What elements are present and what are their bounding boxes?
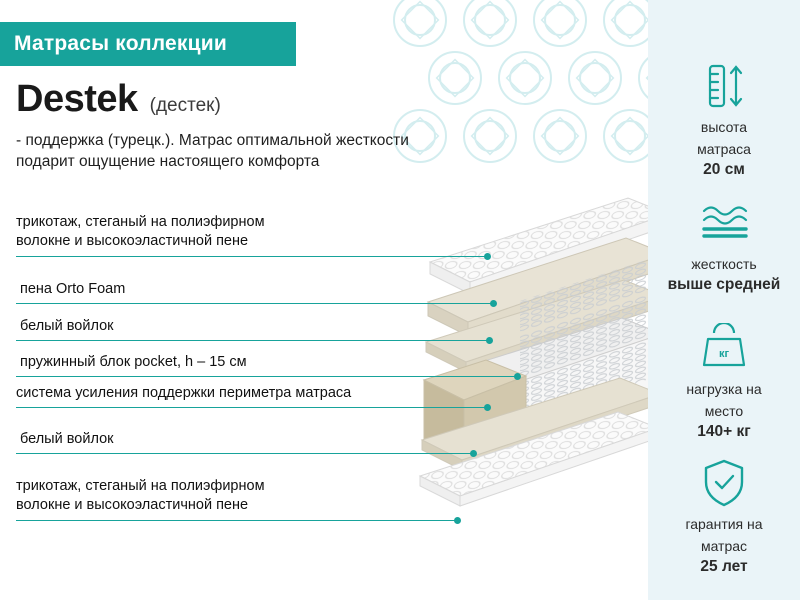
feature-load: [648, 320, 800, 441]
leader-dot-perimeter-support: [484, 404, 491, 411]
weight-kg-icon: [648, 320, 800, 376]
feature-warranty-value: 25 лет: [700, 558, 748, 575]
callout-layer-felt-upper: [20, 317, 113, 336]
leader-dot-top-knit: [484, 253, 491, 260]
leader-line-orto-foam: [16, 303, 492, 304]
feature-load-label-2: место: [704, 403, 744, 419]
callout-layer-perimeter-support-line1: система усиления поддержки периметра матраса: [16, 385, 352, 401]
leader-line-felt-lower: [16, 453, 472, 454]
product-title-translit: (дестек): [149, 95, 221, 116]
svg-text:кг: кг: [718, 348, 730, 360]
feature-height-value: 20 см: [703, 161, 745, 178]
feature-firmness: [648, 195, 800, 294]
product-description-line-1: - поддержка (турецк.). Матрас оптимальной жесткости: [16, 132, 409, 149]
callout-layer-spring-block: [20, 353, 247, 372]
callout-layer-top-knit-line2: волокне и высокоэластичной пене: [16, 233, 249, 249]
leader-dot-felt-upper: [486, 337, 493, 344]
feature-warranty: [648, 455, 800, 576]
product-description: [16, 130, 556, 172]
callout-layer-top-knit: [16, 213, 396, 251]
callout-layer-top-knit-line1: трикотаж, стеганый на полиэфирном: [16, 214, 265, 230]
shield-check-icon: [648, 455, 800, 511]
product-description-line-2: подарит ощущение настоящего комфорта: [16, 153, 320, 170]
leader-dot-felt-lower: [470, 450, 477, 457]
callout-layer-spring-block-line1: пружинный блок pocket, h – 15 см: [20, 354, 247, 370]
features-sidebar: [648, 0, 800, 600]
feature-warranty-label-2: матрас: [700, 538, 748, 554]
callout-layer-bottom-knit-line2: волокне и высокоэластичной пене: [16, 497, 249, 513]
leader-dot-orto-foam: [490, 300, 497, 307]
leader-line-perimeter-support: [16, 407, 486, 408]
callout-layer-felt-lower: [20, 430, 113, 449]
mattress-illustration: [400, 190, 670, 510]
firmness-waves-icon: [648, 195, 800, 251]
callout-layer-felt-upper-line1: белый войлок: [20, 318, 114, 334]
callout-layer-bottom-knit: [16, 477, 396, 515]
leader-line-bottom-knit: [16, 520, 456, 521]
feature-load-value: 140+ кг: [697, 423, 751, 440]
page-title: Destek: [16, 78, 138, 120]
collection-badge-label: Матрасы коллекции: [14, 32, 227, 55]
callout-layer-orto-foam-line1: пена Orto Foam: [20, 281, 126, 297]
leader-line-top-knit: [16, 256, 486, 257]
callout-layer-orto-foam: [20, 280, 125, 299]
callout-layer-bottom-knit-line1: трикотаж, стеганый на полиэфирном: [16, 478, 265, 494]
feature-load-label-1: нагрузка на: [686, 381, 762, 397]
feature-firmness-value: выше средней: [667, 276, 781, 293]
ruler-height-icon: [648, 58, 800, 114]
product-title-row: [16, 78, 221, 121]
leader-dot-bottom-knit: [454, 517, 461, 524]
feature-height-label-2: матраса: [697, 141, 751, 157]
collection-badge: [0, 22, 296, 66]
feature-warranty-label-1: гарантия на: [685, 516, 763, 532]
leader-line-spring-block: [16, 376, 516, 377]
leader-line-felt-upper: [16, 340, 488, 341]
feature-firmness-label-1: жесткость: [691, 256, 757, 272]
feature-height-label-1: высота: [700, 119, 748, 135]
callout-layer-perimeter-support: [16, 384, 351, 403]
leader-dot-spring-block: [514, 373, 521, 380]
feature-height: [648, 58, 800, 179]
callout-layer-felt-lower-line1: белый войлок: [20, 431, 114, 447]
